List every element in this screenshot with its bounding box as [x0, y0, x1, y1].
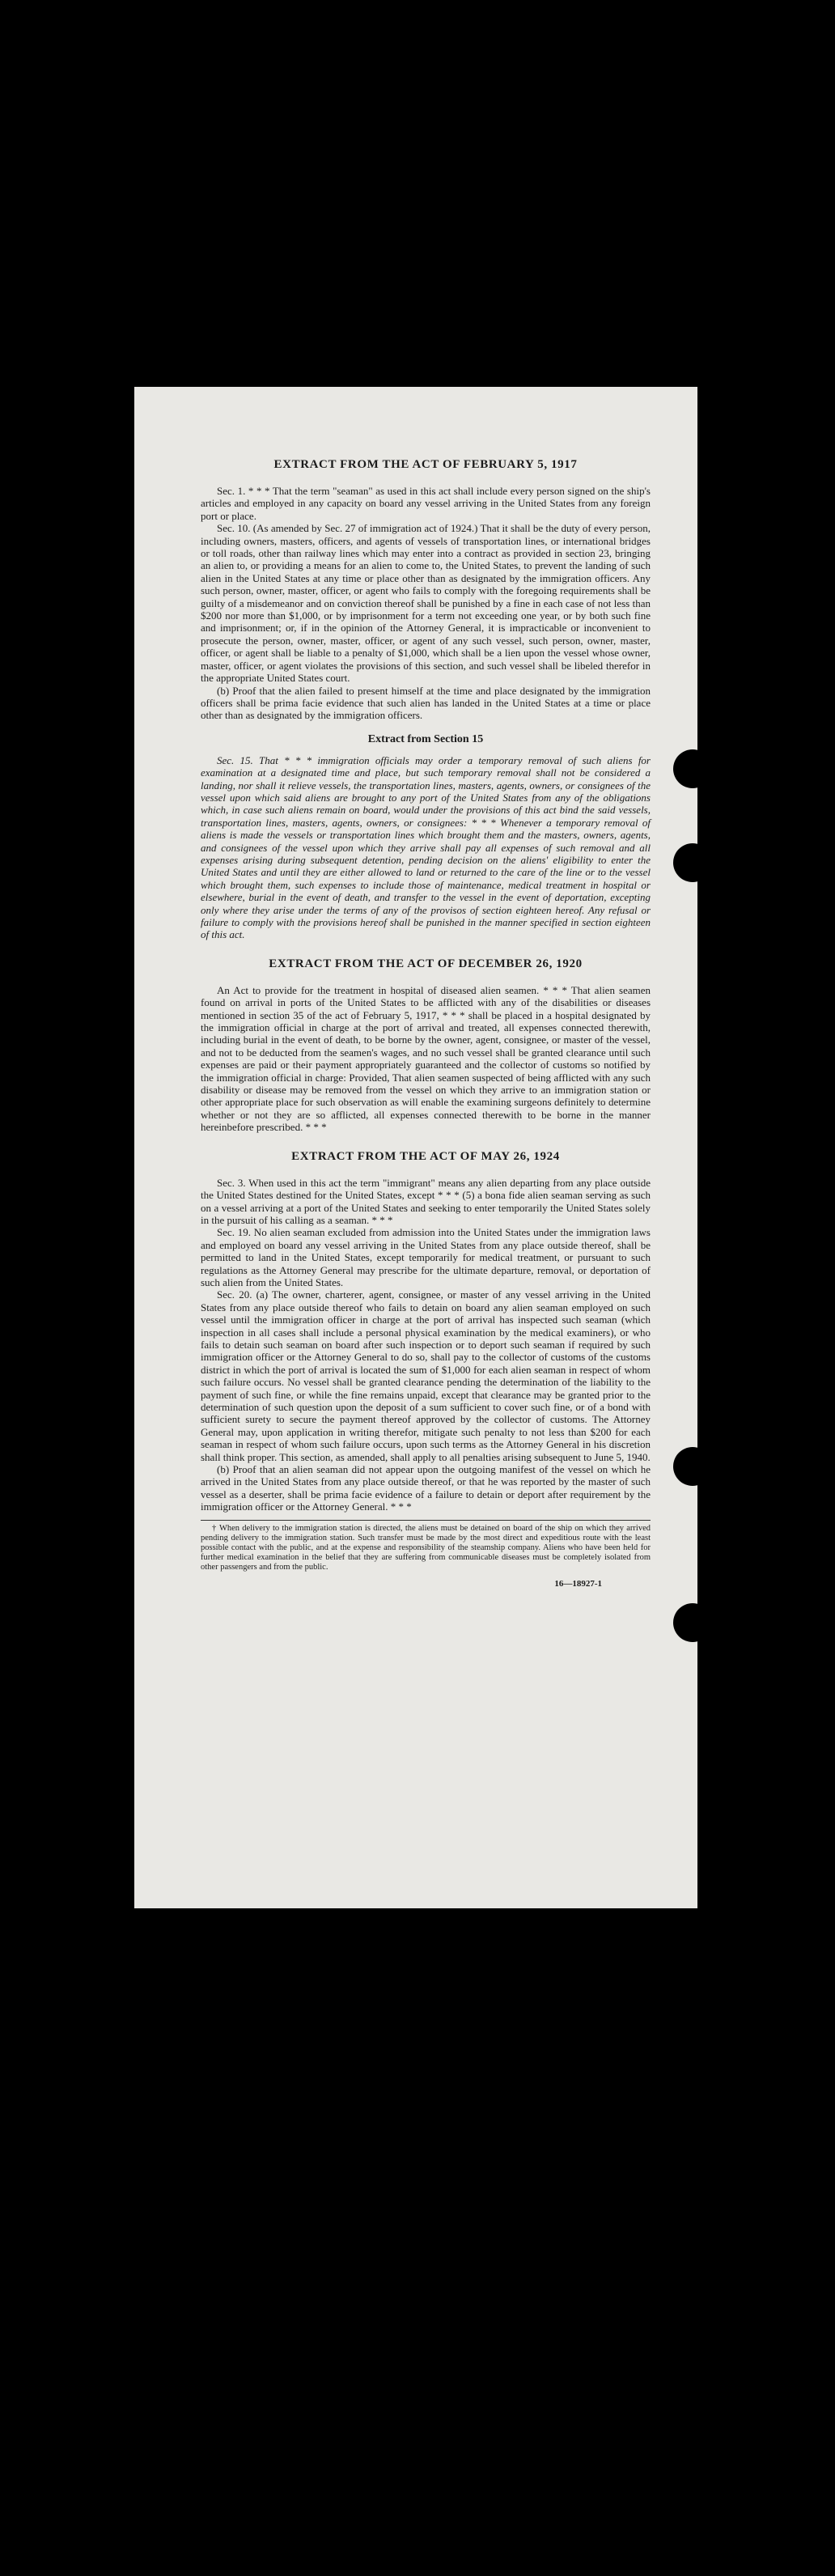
footnote-text: † When delivery to the immigration station is directed, the aliens must be detained on board of the ship on which they arrived pending delivery to the immigration station. Such transfer must be made by the most direct and expeditious route with the least possible contact with the public, and at the expense and responsibility of the steamship company. Aliens who have been held for further medical examination in the belief that they are suffering from communicable diseases must be completely isolated from other passengers and from the public.	[201, 1523, 651, 1572]
section-3-text: Sec. 3. When used in this act the term "immigrant" means any alien departing from any place outside the United States destined for the United States, except * * * (5) a bona fide alien seaman serving as such on a vessel arriving at a port of the United States and seeking to enter temporarily the United States solely in the pursuit of his calling as a seaman. * * *	[201, 1176, 651, 1226]
section-20b-text: (b) Proof that an alien seaman did not appear upon the outgoing manifest of the vessel on which he arrived in the United States from any place outside thereof, or that he was reported by the master of such vessel as a deserter, shall be prima facie evidence of a failure to detain or deport after requirement by the immigration officer or the Attorney General. * * *	[201, 1463, 651, 1513]
document-page	[134, 387, 697, 1908]
section-1-text: Sec. 1. * * * That the term "seaman" as used in this act shall include every person signed on the ship's articles and employed in any capacity on board any vessel arriving in the United States from any foreign port or place.	[201, 485, 651, 522]
section-15-text: Sec. 15. That * * * immigration officials may order a temporary removal of such aliens for examination at a designated time and place, but such temporary removal shall not be considered a landing, nor shall it relieve vessels, the transportation lines, masters, agents, owners, or consignees of the vessel upon which said aliens are brought to any port of the United States from any of the obligations which, in case such aliens remain on board, would under the provisions of this act bind the said vessels, transportation lines, masters, agents, owners, or consignees: * * * Whenever a temporary removal of aliens is made the vessels or transportation lines which brought them and the masters, owners, agents, and consignees of the vessel upon which they arrive shall pay all expenses of such removal and all expenses arising during subsequent detention, pending decision on the aliens' eligibility to enter the United States and until they are either allowed to land or returned to the care of the line or to the vessel which brought them, such expenses to include those of maintenance, medical treatment in hospital or elsewhere, burial in the event of death, and transfer to the vessel in the event of deportation, excepting only where they arise under the terms of any of the provisos of section eighteen hereof. Any refusal or failure to comply with the provisions hereof shall be punished in the manner specified in section eighteen of this act.	[201, 753, 651, 941]
heading-act-1917: EXTRACT FROM THE ACT OF FEBRUARY 5, 1917	[273, 458, 578, 471]
punch-hole	[673, 1603, 712, 1642]
heading-act-1920: EXTRACT FROM THE ACT OF DECEMBER 26, 1920	[269, 957, 583, 970]
heading-act-1924: EXTRACT FROM THE ACT OF MAY 26, 1924	[291, 1149, 560, 1163]
punch-hole	[673, 749, 712, 788]
section-10b-text: (b) Proof that the alien failed to present himself at the time and place designated by the immigration officers shall be prima facie evidence that such alien has landed in the United States at a time or place other than as designated by the immigration officers.	[201, 684, 651, 722]
section-20-text: Sec. 20. (a) The owner, charterer, agent, consignee, or master of any vessel arriving in the United States from any place outside thereof who fails to detain on board any alien seaman employed on such vessel until the immigration officer in charge at the port of arrival has inspected such seaman (which inspection in all cases shall include a personal physical examination by the medical examiners), or who fails to detain such seaman on board after such inspection or to deport such seaman if required by such immigration officer or the Attorney General to do so, shall pay to the collector of customs of the customs district in which the port of arrival is located the sum of $1,000 for each alien seaman in respect of whom such failure occurs. No vessel shall be granted clearance pending the determination of the liability to the payment of such fine, or while the fine remains unpaid, except that clearance may be granted prior to the determination of such question upon the deposit of a sum sufficient to cover such fine, or of a bond with sufficient surety to secure the payment thereof approved by the collector of customs. The Attorney General may, upon application in writing therefor, mitigate such penalty to not less than $200 for each seaman in respect of whom such failure occurs, upon such terms as the Attorney General in his discretion shall think proper. This section, as amended, shall apply to all penalties arising subsequent to June 5, 1940.	[201, 1288, 651, 1463]
punch-hole	[673, 843, 712, 882]
form-number: 16—18927-1	[554, 1578, 602, 1589]
section-19-text: Sec. 19. No alien seaman excluded from admission into the United States under the immigration laws and employed on board any vessel arriving in the United States from any place outside thereof, shall be permitted to land in the United States, except temporarily for medical treatment, or pursuant to such regulations as the Attorney General may prescribe for the ultimate departure, removal, or deportation of such alien from the United States.	[201, 1226, 651, 1288]
footnote-divider	[201, 1520, 651, 1521]
punch-hole	[673, 1447, 712, 1486]
section-10-text: Sec. 10. (As amended by Sec. 27 of immigration act of 1924.) That it shall be the duty of every person, including owners, masters, officers, and agents of vessels of transportation lines, or international bridges or toll roads, other than railway lines which may enter into a contract as provided in section 23, bringing an alien to, or providing a means for an alien to come to, the United States, to prevent the landing of such alien in the United States at any time or place other than as designated by the immigration officers. Any such person, owner, master, officer, or agent who fails to comply with the foregoing requirements shall be guilty of a misdemeanor and on conviction thereof shall be punished by a fine in each case of not less than $200 nor more than $1,000, or by imprisonment for a term not exceeding one year, or by both such fine and imprisonment; or, if in the opinion of the Attorney General, it is impracticable or inconvenient to prosecute the person, owner, master, officer, or agent of any such vessel, such person, owner, master, officer, or agent shall be liable to a penalty of $1,000, which shall be a lien upon the vessel whose owner, master, officer, or agent violates the provisions of this section, and such vessel shall be libeled therefor in the appropriate United States court.	[201, 522, 651, 685]
act-1920-text: An Act to provide for the treatment in hospital of diseased alien seamen. * * * That alien seamen found on arrival in ports of the United States to be afflicted with any of the disabilities or diseases mentioned in section 35 of the act of February 5, 1917, * * * shall be placed in a hospital designated by the immigration official in charge at the port of arrival and treated, all expenses connected therewith, including burial in the event of death, to be borne by the owner, agent, consignee, or master of the vessel, and not to be deducted from the seamen's wages, and no such vessel shall be granted clearance until such expenses are paid or their payment appropriately guaranteed and the collector of customs so notified by the immigration official in charge: Provided, That alien seamen suspected of being afflicted with any such disability or disease may be removed from the vessel on which they arrive to an immigration station or other appropriate place for such observation as will enable the examining surgeons definitely to determine whether or not they are so afflicted, all expenses connected therewith to be borne in the manner hereinbefore prescribed. * * *	[201, 983, 651, 1134]
subheading-section-15: Extract from Section 15	[367, 732, 484, 745]
